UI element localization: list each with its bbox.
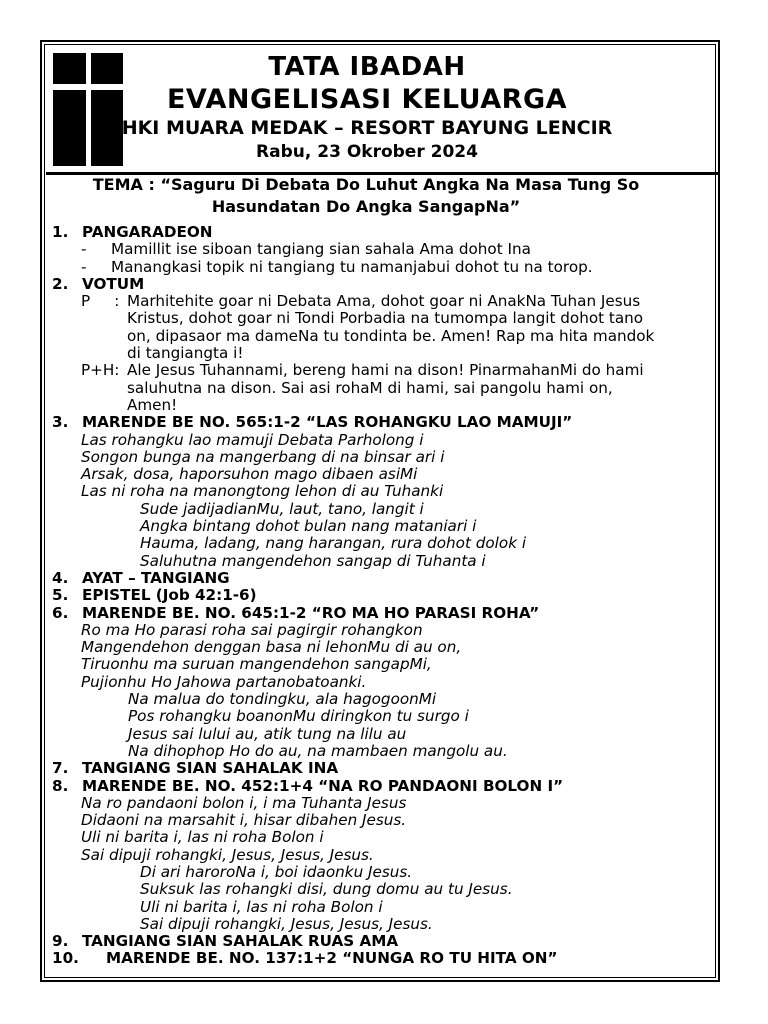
- section-heading: 1. PANGARADEON: [52, 223, 213, 241]
- hymn-line: Mangendehon denggan basa ni lehonMu di au on,: [81, 638, 462, 657]
- list-item: - Manangkasi topik ni tangiang tu namanjabui dohot tu na torop.: [81, 257, 593, 276]
- section-heading: 7. TANGIANG SIAN SAHALAK INA: [52, 759, 339, 778]
- hymn-line: Na malua do tondingku, ala hagogoonMi: [128, 690, 437, 709]
- hymn-line: Ro ma Ho parasi roha sai pagirgir rohangkon: [81, 620, 423, 639]
- section-heading: 3. MARENDE BE NO. 565:1-2 “LAS ROHANGKU LAO MAMUJI”: [52, 413, 573, 432]
- hymn-line: Saluhutna mangendehon sangap di Tuhanta i: [140, 551, 486, 570]
- hymn-line: Las rohangku lao mamuji Debata Parholong i: [81, 430, 424, 449]
- theme-line-2: Hasundatan Do Angka SangapNa”: [211, 197, 521, 216]
- hymn-line: Pujionhu Ho Jahowa partanobatoanki.: [81, 672, 367, 691]
- hymn-line: Angka bintang dohot bulan nang mataniari i: [140, 517, 477, 536]
- hymn-line: Uli ni barita i, las ni roha Bolon i: [81, 828, 324, 847]
- hymn-line: Di ari haroroNa i, boi idaonku Jesus.: [140, 862, 413, 881]
- section-heading: 2. VOTUM: [52, 274, 145, 293]
- title-line-1: TATA IBADAH: [268, 52, 466, 82]
- hymn-line: Na ro pandaoni bolon i, i ma Tuhanta Jesus: [81, 793, 407, 812]
- list-item: - Mamillit ise siboan tangiang sian sahala Ama dohot Ina: [81, 240, 531, 259]
- section-heading: 4. AYAT – TANGIANG: [52, 568, 230, 587]
- church-name: HKI MUARA MEDAK – RESORT BAYUNG LENCIR: [121, 117, 613, 139]
- hymn-line: Songon bunga na mangerbang di na binsar ari i: [81, 447, 445, 466]
- theme-line-1: TEMA : “Saguru Di Debata Do Luhut Angka Na Masa Tung So: [92, 175, 640, 194]
- hymn-line: Hauma, ladang, nang harangan, rura dohot dolok i: [140, 534, 527, 553]
- hymn-line: Tiruonhu ma suruan mangendehon sangapMi,: [81, 655, 432, 674]
- section-heading: 9. TANGIANG SIAN SAHALAK RUAS AMA: [52, 932, 399, 951]
- section-heading: 8. MARENDE BE. NO. 452:1+4 “NA RO PANDAONI BOLON I”: [52, 776, 564, 795]
- hymn-line: Las ni roha na manongtong lehon di au Tuhanki: [81, 482, 444, 501]
- votum-congregation: P+H: Ale Jesus Tuhannami, bereng hami na dison! PinarmahanMi do hami saluhutna na dison. Sai asi rohaM di hami, sai pangolu hami on, Amen!: [81, 361, 644, 414]
- hymn-line: Uli ni barita i, las ni roha Bolon i: [140, 897, 383, 916]
- hymn-line: Pos rohangku boanonMu diringkon tu surgo i: [128, 707, 469, 726]
- service-date: Rabu, 23 Okrober 2024: [256, 142, 478, 162]
- section-heading: 6. MARENDE BE. NO. 645:1-2 “RO MA HO PARASI ROHA”: [52, 603, 540, 622]
- hymn-line: Jesus sai lului au, atik tung na lilu au: [128, 724, 407, 743]
- votum-pastor: P : Marhitehite goar ni Debata Ama, dohot goar ni AnakNa Tuhan Jesus Kristus, dohot goar ni Tondi Porbadia na tumompa langit dohot tano on, dipasaor ma dameNa tu tondinta be. Amen! Rap ma hita mandok di tangiangta i!: [81, 292, 655, 363]
- section-heading: 5. EPISTEL (Job 42:1-6): [52, 586, 257, 605]
- section-heading: 10. MARENDE BE. NO. 137:1+2 “NUNGA RO TU HITA ON”: [52, 949, 558, 968]
- title-line-2: EVANGELISASI KELUARGA: [166, 84, 568, 115]
- theme: [56, 174, 676, 218]
- hymn-line: Sai dipuji rohangki, Jesus, Jesus, Jesus.: [81, 845, 374, 864]
- hymn-line: Suksuk las rohangki disi, dung domu au tu Jesus.: [140, 880, 513, 899]
- hymn-line: Na dihophop Ho do au, na mambaen mangolu au.: [128, 741, 508, 760]
- hymn-line: Arsak, dosa, haporsuhon mago dibaen asiMi: [81, 465, 418, 484]
- hymn-line: Sude jadijadianMu, laut, tano, langit i: [140, 499, 424, 518]
- hymn-line: Sai dipuji rohangki, Jesus, Jesus, Jesus.: [140, 914, 433, 933]
- hymn-line: Didaoni na marsahit i, hisar dibahen Jesus.: [81, 811, 407, 830]
- order-of-service: [52, 224, 702, 968]
